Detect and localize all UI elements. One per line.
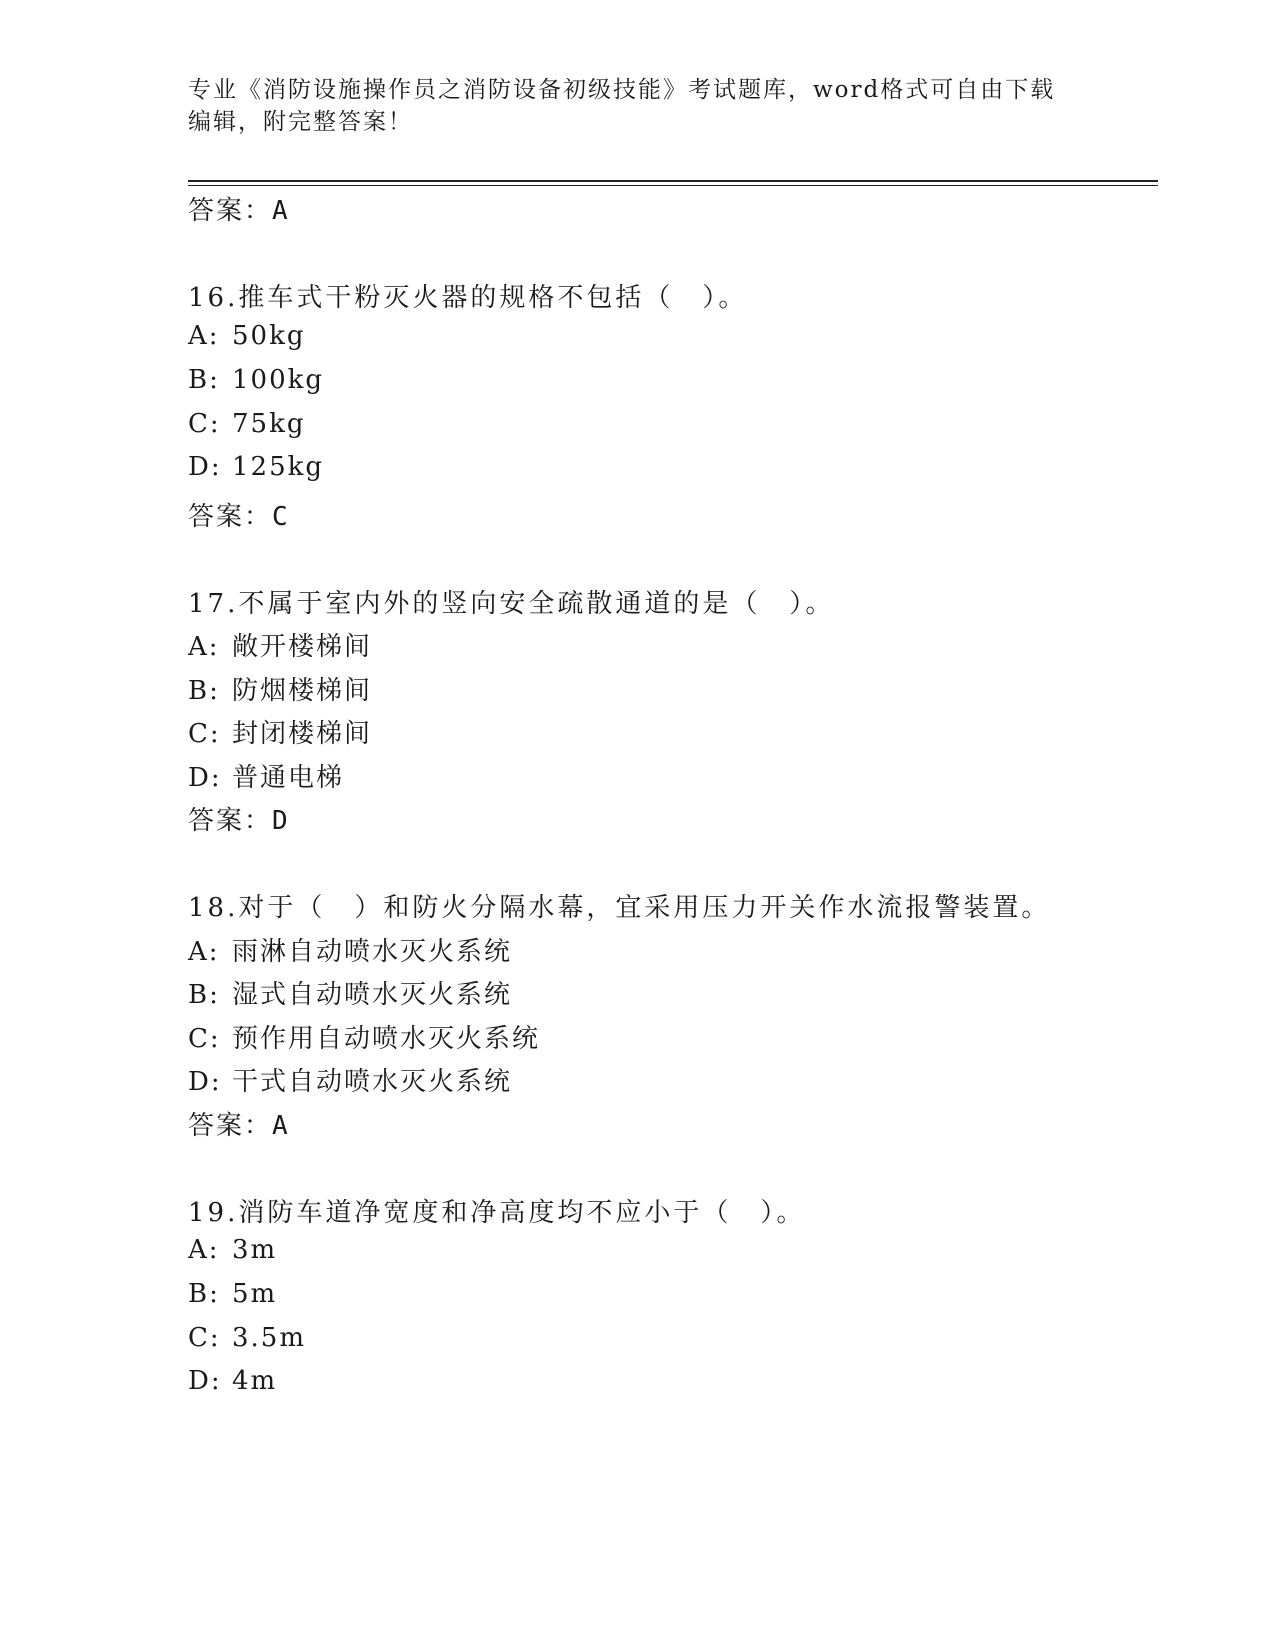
option-text: 干式自动喷水灭火系统 <box>232 1067 513 1097</box>
answer-line <box>188 496 289 533</box>
option-c <box>188 713 372 750</box>
option-text: 普通电梯 <box>232 763 345 793</box>
answer-value: D <box>272 806 289 836</box>
option-text: 4m <box>232 1366 278 1396</box>
question-stem: 19.消防车道净宽度和净高度均不应小于（ ）。 <box>188 1198 806 1228</box>
document-header: 专业《消防设施操作员之消防设备初级技能》考试题库，word格式可自由下载编辑，附完整答案！ <box>188 77 1056 135</box>
option-text: 湿式自动喷水灭火系统 <box>232 980 513 1010</box>
question-stem: 18.对于（ ）和防火分隔水幕，宜采用压力开关作水流报警装置。 <box>188 893 1051 923</box>
question-stem: 16.推车式干粉灭火器的规格不包括（ ）。 <box>188 283 748 313</box>
option-text: 雨淋自动喷水灭火系统 <box>232 937 513 967</box>
option-text: 75kg <box>232 409 306 439</box>
option-text: 100kg <box>232 365 325 395</box>
option-letter: B: <box>188 980 220 1010</box>
answer-line <box>188 1105 289 1142</box>
option-a <box>188 626 372 663</box>
option-letter: A: <box>188 321 220 351</box>
option-b <box>188 670 372 707</box>
option-text: 3m <box>232 1235 278 1265</box>
option-text: 封闭楼梯间 <box>232 719 373 749</box>
option-d <box>188 1061 512 1098</box>
header-divider-thin <box>188 185 1158 186</box>
option-c <box>188 409 305 439</box>
option-b <box>188 365 324 395</box>
answer-label: 答案： <box>188 1111 273 1141</box>
option-letter: C: <box>188 1024 221 1054</box>
option-letter: C: <box>188 1323 221 1353</box>
option-letter: A: <box>188 937 220 967</box>
option-a <box>188 1235 277 1265</box>
answer-label: 答案： <box>188 806 273 836</box>
answer-label: 答案： <box>188 502 273 532</box>
option-b <box>188 1279 277 1309</box>
option-letter: D: <box>188 763 222 793</box>
header-divider <box>188 180 1158 182</box>
option-a <box>188 321 305 351</box>
answer-value: A <box>272 196 289 226</box>
option-text: 125kg <box>232 452 325 482</box>
option-letter: D: <box>188 1067 222 1097</box>
answer-value: A <box>272 1111 289 1141</box>
option-letter: B: <box>188 1279 220 1309</box>
option-letter: A: <box>188 1235 220 1265</box>
option-text: 5m <box>232 1279 278 1309</box>
answer-label: 答案： <box>188 196 273 226</box>
option-d <box>188 757 344 794</box>
option-d <box>188 452 324 482</box>
answer-line <box>188 190 289 227</box>
option-letter: A: <box>188 632 220 662</box>
option-text: 50kg <box>232 321 306 351</box>
answer-value: C <box>272 502 289 532</box>
option-letter: B: <box>188 676 220 706</box>
option-letter: D: <box>188 1366 222 1396</box>
option-letter: C: <box>188 719 221 749</box>
option-text: 防烟楼梯间 <box>232 676 373 706</box>
option-a <box>188 931 512 968</box>
option-letter: C: <box>188 409 221 439</box>
option-d <box>188 1366 277 1396</box>
option-text: 3.5m <box>232 1323 307 1353</box>
answer-line <box>188 800 289 837</box>
option-letter: D: <box>188 452 222 482</box>
option-letter: B: <box>188 365 220 395</box>
option-text: 预作用自动喷水灭火系统 <box>232 1024 541 1054</box>
option-text: 敞开楼梯间 <box>232 632 373 662</box>
question-stem: 17.不属于室内外的竖向安全疏散通道的是（ ）。 <box>188 589 835 619</box>
option-c <box>188 1018 540 1055</box>
option-b <box>188 974 512 1011</box>
option-c <box>188 1323 306 1353</box>
